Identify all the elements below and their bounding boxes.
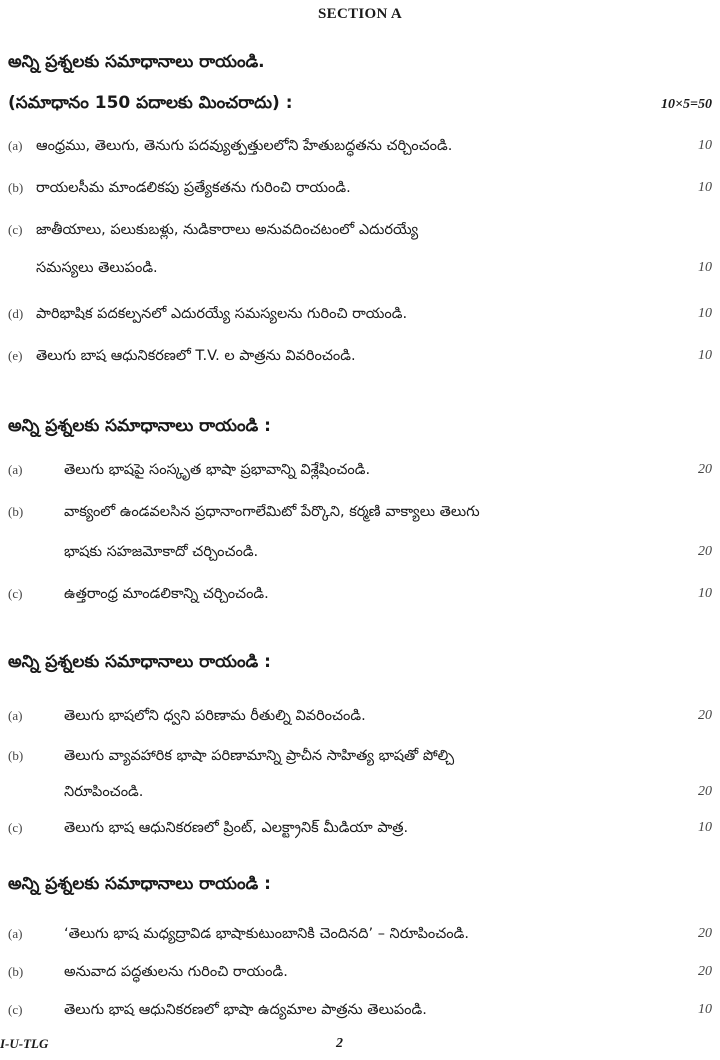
q3-item-a: [8, 700, 712, 732]
item-marks: 10: [698, 180, 712, 195]
paper-code: I-U-TLG: [0, 1036, 49, 1051]
item-label: (c): [8, 820, 23, 835]
item-marks: 10: [698, 138, 712, 153]
q2-item-b: [8, 496, 712, 572]
item-text: ఉత్తరాంధ్ర మాండలికాన్ని చర్చించండి.: [64, 586, 269, 602]
item-text: తెలుగు బాష ఆధునికరణలో T.V. ల పాత్రను వివరించండి.: [36, 348, 356, 364]
item-text: ఆంధ్రము, తెలుగు, తెనుగు పదవ్యుత్పత్తులలోని హేతుబద్ధతను చర్చించండి.: [36, 138, 453, 154]
q1-item-b: [8, 172, 712, 204]
item-label: (a): [8, 462, 23, 477]
item-text: తెలుగు భాష ఆధునికరణలో భాషా ఉద్యమాల పాత్రను తెలుపండి.: [64, 1002, 427, 1018]
item-text-continued: నిరూపించండి.: [64, 784, 144, 800]
item-text: వాక్యంలో ఉండవలసిన ప్రధానాంగాలేమిటో పేర్కొని, కర్మణి వాక్యాలు తెలుగు: [64, 504, 480, 520]
item-marks: 10: [698, 820, 712, 835]
q4-item-a: [8, 918, 712, 950]
item-text: తెలుగు భాష ఆధునికరణలో ప్రింట్, ఎలక్ట్రానిక్ మీడియా పాత్ర.: [64, 820, 409, 836]
q1-item-e: [8, 340, 712, 372]
q3-item-b: [8, 740, 712, 812]
q1-note-row: [8, 92, 712, 118]
item-label: (c): [8, 586, 23, 601]
q4-item-c: [8, 994, 712, 1026]
item-text: అనువాద పద్ధతులను గురించి రాయండి.: [64, 964, 288, 980]
section-title: SECTION A: [318, 6, 402, 22]
item-marks: 20: [698, 784, 712, 799]
q2-item-c: [8, 578, 712, 610]
item-marks: 10: [698, 586, 712, 601]
q1-item-d: [8, 298, 712, 330]
item-label: (b): [8, 964, 24, 979]
item-text: జాతీయాలు, పలుకుబళ్లు, నుడికారాలు అనువదించటంలో ఎదురయ్యే: [36, 222, 419, 238]
page-number: 2: [336, 1036, 343, 1051]
item-marks: 10: [698, 1002, 712, 1017]
item-label: (e): [8, 348, 23, 363]
item-label: (c): [8, 1002, 23, 1017]
q1-word-limit-note: (సమాధానం 150 పదాలకు మించరాదు) :: [8, 93, 293, 113]
item-marks: 10: [698, 306, 712, 321]
item-marks: 20: [698, 964, 712, 979]
item-marks: 10: [698, 260, 712, 275]
q4-item-b: [8, 956, 712, 988]
item-marks: 20: [698, 708, 712, 723]
item-label: (c): [8, 222, 23, 237]
item-text-continued: భాషకు సహజమోకాదో చర్చించండి.: [64, 544, 259, 560]
item-text: తెలుగు భాషపై సంస్కృత భాషా ప్రభావాన్ని విశ్లేషించండి.: [64, 462, 371, 478]
item-text: రాయలసీమ మాండలికపు ప్రత్యేకతను గురించి రాయండి.: [36, 180, 351, 196]
q3-instruction: అన్ని ప్రశ్నలకు సమాధానాలు రాయండి :: [8, 652, 271, 672]
item-text: ‘తెలుగు భాష మధ్యద్రావిడ భాషాకుటుంబానికి చెందినది’ – నిరూపించండి.: [64, 926, 469, 942]
item-label: (b): [8, 180, 24, 195]
item-marks: 20: [698, 462, 712, 477]
item-label: (b): [8, 504, 24, 519]
item-text-continued: సమస్యలు తెలుపండి.: [36, 260, 158, 276]
item-text: పారిభాషిక పదకల్పనలో ఎదురయ్యే సమస్యలను గురించి రాయండి.: [36, 306, 408, 322]
q2-instruction: అన్ని ప్రశ్నలకు సమాధానాలు రాయండి :: [8, 416, 271, 436]
item-marks: 20: [698, 926, 712, 941]
q2-item-a: [8, 454, 712, 486]
q1-total-marks: 10×5=50: [661, 97, 712, 112]
item-label: (d): [8, 306, 24, 321]
item-label: (b): [8, 748, 24, 763]
item-text: తెలుగు భాషలోని ధ్వని పరిణామ రీతుల్ని వివరించండి.: [64, 708, 366, 724]
q3-item-c: [8, 812, 712, 844]
item-text: తెలుగు వ్యావహారిక భాషా పరిణామాన్ని ప్రాచీన సాహిత్య భాషతో పోల్చి: [64, 748, 455, 764]
q4-instruction: అన్ని ప్రశ్నలకు సమాధానాలు రాయండి :: [8, 874, 271, 894]
q1-item-a: [8, 130, 712, 162]
q1-item-c: [8, 214, 712, 294]
item-marks: 20: [698, 544, 712, 559]
item-label: (a): [8, 926, 23, 941]
item-label: (a): [8, 708, 23, 723]
q1-instruction: అన్ని ప్రశ్నలకు సమాధానాలు రాయండి.: [8, 52, 265, 72]
item-label: (a): [8, 138, 23, 153]
item-marks: 10: [698, 348, 712, 363]
